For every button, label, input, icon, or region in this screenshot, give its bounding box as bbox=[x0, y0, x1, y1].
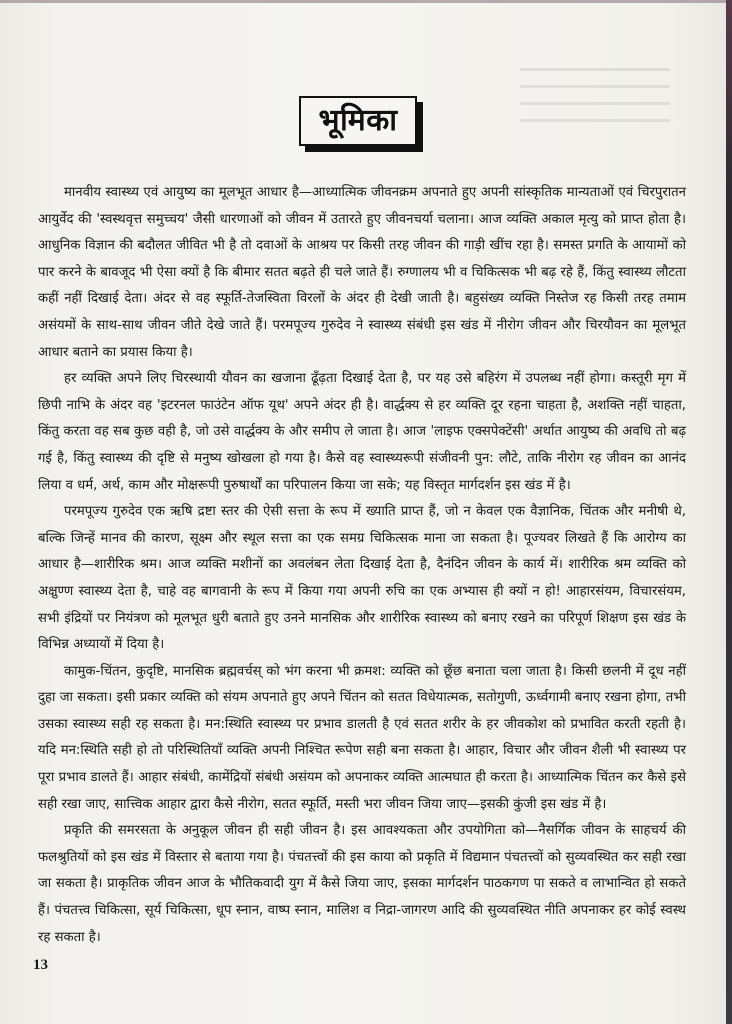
body-text bbox=[38, 180, 686, 951]
paragraph: प्रकृति की समरसता के अनुकूल जीवन ही सही जीवन है। इस आवश्यकता और उपयोगिता को—नैसर्गिक जीवन के साहचर्य की फलश्रुतियों को इस खंड में विस्तार से बताया गया है। पंचतत्त्वों की इस काया को प्रकृति में विद्यमान पंचतत्त्वों को सुव्यवस्थित कर सही रखा जा सकता है। प्राकृतिक जीवन आज के भौतिकवादी युग में कैसे जिया जाए, इसका मार्गदर्शन पाठकगण पा सकते व लाभान्वित हो सकते हैं। पंचतत्त्व चिकित्सा, सूर्य चिकित्सा, धूप स्नान, वाष्प स्नान, मालिश व निद्रा-जागरण आदि की सुव्यवस्थित नीति अपनाकर हर कोई स्वस्थ रह सकता है। bbox=[38, 823, 686, 945]
paragraph: मानवीय स्वास्थ्य एवं आयुष्य का मूलभूत आधार है—आध्यात्मिक जीवनक्रम अपनाते हुए अपनी सांस्कृतिक मान्यताओं एवं चिरपुरातन आयुर्वेद की 'स्वस्थवृत्त समुच्चय' जैसी धारणाओं को जीवन में उतारते हुए जीवनचर्या चलाना। आज व्यक्ति अकाल मृत्यु को प्राप्त होता है। आधुनिक विज्ञान की बदौलत जीवित भी है तो दवाओं के आश्रय पर किसी तरह जीवन की गाड़ी खींच रहा है। समस्त प्रगति के आयामों को पार करने के बावजूद भी ऐसा क्यों है कि बीमार सतत बढ़ते ही चले जाते हैं। रुग्णालय भी व चिकित्सक भी बढ़ रहे हैं, किंतु स्वास्थ्य लौटता कहीं नहीं दिखाई देता। अंदर से वह स्फूर्ति-तेजस्विता विरलों के अंदर ही देखी जाती है। बहुसंख्य व्यक्ति निस्तेज रह किसी तरह तमाम असंयमों के साथ-साथ जीवन जीते देखे जाते हैं। परमपूज्य गुरुदेव ने स्वास्थ्य संबंधी इस खंड में नीरोग जीवन और चिरयौवन का मूलभूत आधार बताने का प्रयास किया है। bbox=[38, 185, 686, 360]
show-through-text bbox=[520, 68, 670, 158]
page-number: 13 bbox=[33, 957, 48, 973]
paragraph: हर व्यक्ति अपने लिए चिरस्थायी यौवन का खजाना ढूँढ़ता दिखाई देता है, पर यह उसे बहिरंग में उपलब्ध नहीं होगा। कस्तूरी मृग में छिपी नाभि के अंदर वह 'इटरनल फाउंटेन ऑफ यूथ' अपने अंदर ही है। वार्द्धक्य से हर व्यक्ति दूर रहना चाहता है, अशक्ति नहीं चाहता, किंतु करता वह सब कुछ वही है, जो उसे वार्द्धक्य के और समीप ले जाता है। आज 'लाइफ एक्सपेक्टेंसी' अर्थात आयुष्य की अवधि तो बढ़ गई है, किंतु स्वास्थ्य की दृष्टि से मनुष्य खोखला हो गया है। कैसे वह स्वास्थ्यरूपी संजीवनी पुन: लौटे, ताकि नीरोग रह जीवन का आनंद लिया व धर्म, अर्थ, काम और मोक्षरूपी पुरुषार्थों का परिपालन किया जा सके; यह विस्तृत मार्गदर्शन इस खंड में है। bbox=[38, 371, 686, 493]
page-top-edge bbox=[0, 0, 726, 3]
book-spine-edge bbox=[726, 0, 732, 1024]
title-box bbox=[299, 96, 417, 146]
paragraph: कामुक-चिंतन, कुदृष्टि, मानसिक ब्रह्मवर्चस् को भंग करना भी क्रमश: व्यक्ति को छूँछ बनाता चला जाता है। किसी छलनी में दूध नहीं दुहा जा सकता। इसी प्रकार व्यक्ति को संयम अपनाते हुए अपने चिंतन को सतत विधेयात्मक, सतोगुणी, ऊर्ध्वगामी बनाए रखना होगा, तभी उसका स्वास्थ्य सही रह सकता है। मन:स्थिति स्वास्थ्य पर प्रभाव डालती है एवं सतत शरीर के हर जीवकोश को प्रभावित करती रहती है। यदि मन:स्थिति सही हो तो परिस्थितियाँ व्यक्ति अपनी निश्चित रूपेण सही बना सकता है। आहार, विचार और जीवन शैली भी स्वास्थ्य पर पूरा प्रभाव डालते हैं। आहार संबंधी, कामेंद्रियों संबंधी असंयम को अपनाकर व्यक्ति आत्मघात ही करता है। आध्यात्मिक चिंतन कर कैसे इसे सही रखा जाए, सात्त्विक आहार द्वारा कैसे नीरोग, सतत स्फूर्ति, मस्ती भरा जीवन जिया जाए—इसकी कुंजी इस खंड में है। bbox=[38, 663, 686, 812]
paragraph: परमपूज्य गुरुदेव एक ऋषि द्रष्टा स्तर की ऐसी सत्ता के रूप में ख्याति प्राप्त हैं, जो न केवल एक वैज्ञानिक, चिंतक और मनीषी थे, बल्कि जिन्हें मानव की कारण, सूक्ष्म और स्थूल सत्ता का एक समग्र चिकित्सक माना जा सकता है। पूज्यवर लिखते हैं कि आरोग्य का आधार है—शारीरिक श्रम। आज व्यक्ति मशीनों का अवलंबन लेता दिखाई देता है, दैनंदिन जीवन के कार्य में। शारीरिक श्रम व्यक्ति को अक्षुण्ण स्वास्थ्य देता है, चाहे वह बागवानी के रूप में किया गया अपनी रुचि का एक अभ्यास ही क्यों न हो! आहारसंयम, विचारसंयम, सभी इंद्रियों पर नियंत्रण को मूलभूत धुरी बताते हुए उनने मानसिक और शारीरिक स्वास्थ्य को बनाए रखने का परिपूर्ण शिक्षण इस खंड के विभिन्न अध्यायों में दिया है। bbox=[38, 504, 686, 653]
page-title: भूमिका bbox=[318, 103, 398, 138]
